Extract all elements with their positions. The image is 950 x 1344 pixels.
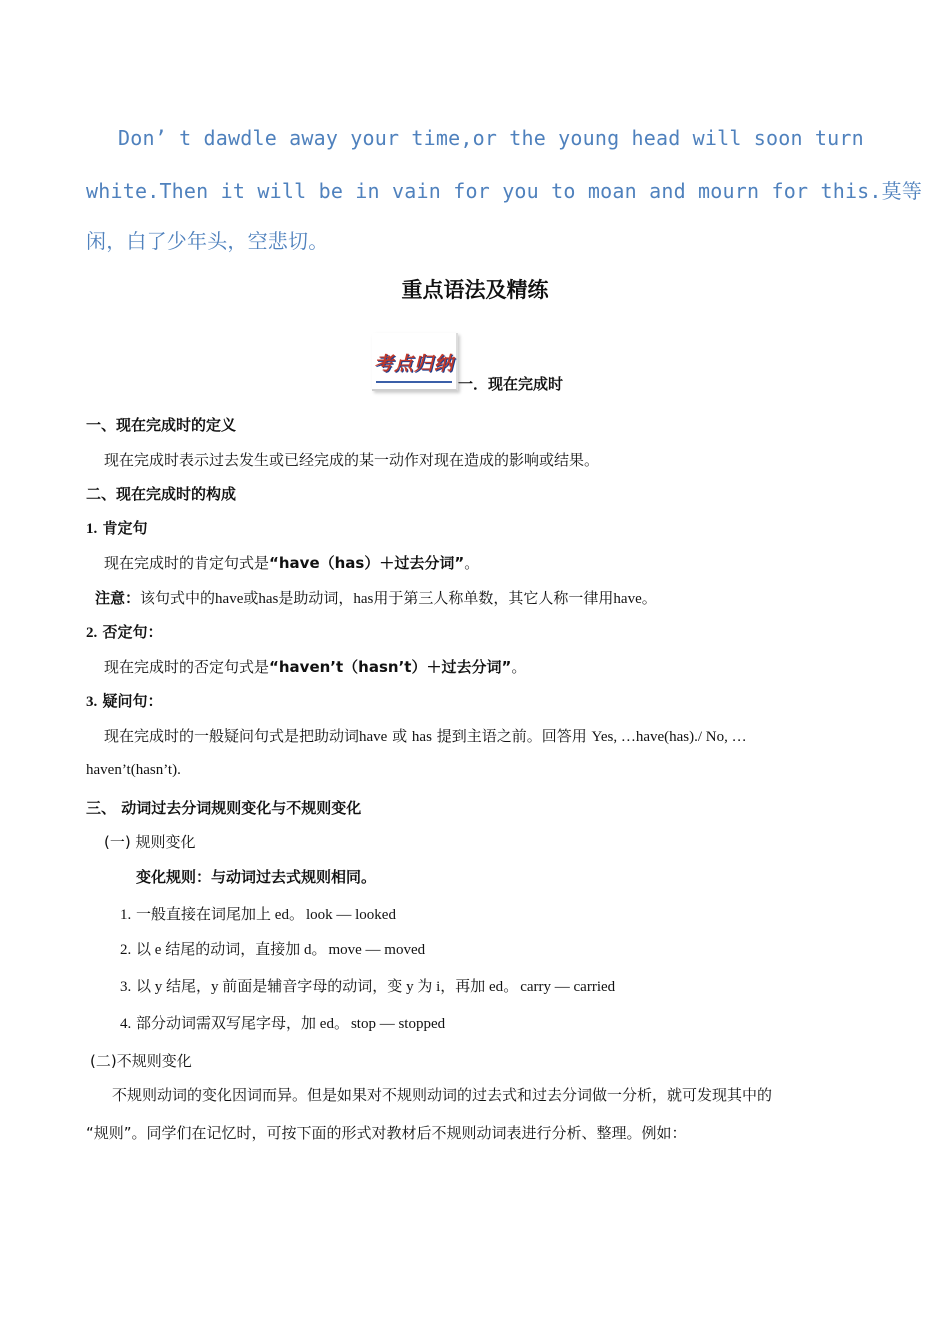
point-number: 3. <box>86 694 98 710</box>
body-text: 或 <box>392 727 408 745</box>
quote-line-1 <box>86 126 864 150</box>
note-label: 注意： <box>95 589 141 607</box>
rule-item <box>120 938 425 959</box>
rule-text: d <box>300 942 312 958</box>
section-1-body: 现在完成时表示过去发生或已经完成的某一动作对现在造成的影响或结果。 <box>104 451 600 469</box>
rule-text: 结尾的动词，直接加 <box>165 940 301 958</box>
rule-text: i <box>432 979 441 995</box>
rule-text: ，再加 <box>440 977 486 995</box>
body-text: 。 <box>511 658 527 676</box>
body-text: 现在完成时的否定句式是 <box>104 658 270 676</box>
rule-text: ed <box>316 1016 334 1032</box>
rule-text: 结尾， <box>166 977 212 995</box>
rule-example: move — moved <box>328 942 426 958</box>
quote-word: away <box>289 126 339 150</box>
point-2-heading <box>86 621 162 642</box>
rule-text: y <box>402 979 418 995</box>
section-badge <box>372 333 458 391</box>
rule-text: 一般直接在词尾加上 <box>131 905 272 923</box>
irregular-body-line-1: 不规则动词的变化因词而异。但是如果对不规则动词的过去式和过去分词做一分析，就可发现其中的 <box>112 1086 773 1104</box>
body-text: Yes, …have(has)./ No, … <box>591 729 747 745</box>
quote-word: will <box>692 126 742 150</box>
body-text: 。 <box>641 589 657 607</box>
rule-number: 1. <box>120 907 132 923</box>
rule-text: 。 <box>311 940 327 958</box>
body-text: have <box>215 591 244 607</box>
subsection-irregular: (二)不规则变化 <box>90 1052 192 1070</box>
quote-word: t <box>179 126 192 150</box>
quote-line-2: white.Then it will be in vain for you to moan and mourn for this.莫等 <box>86 179 923 203</box>
note-line <box>95 587 657 608</box>
rule-item <box>120 903 396 924</box>
body-text: has <box>411 729 432 745</box>
badge-text: 考点归纳 <box>374 353 455 375</box>
rule-example: carry — carried <box>520 979 616 995</box>
rule-text: e <box>151 942 166 958</box>
rule-text: 。 <box>503 977 519 995</box>
point-label: 疑问句： <box>97 692 163 710</box>
body-text: 或 <box>243 589 259 607</box>
rule-number: 2. <box>120 942 132 958</box>
point-3-body-cont: haven’t(hasn’t). <box>86 762 181 778</box>
section-2-heading: 二、现在完成时的构成 <box>86 485 237 503</box>
badge-caption: 一．现在完成时 <box>458 375 564 393</box>
point-label: 肯定句 <box>97 519 148 537</box>
rule-text: y <box>211 979 223 995</box>
rule-example: look — looked <box>305 907 396 923</box>
rule-text: 以 <box>131 940 152 958</box>
rule-example: stop — stopped <box>350 1016 446 1032</box>
quote-word: turn <box>814 126 864 150</box>
rule-number: 3. <box>120 979 132 995</box>
quote-line-3: 闲，白了少年头，空悲切。 <box>86 229 329 253</box>
point-number: 1. <box>86 521 98 537</box>
body-text: 该句式中的 <box>140 589 216 607</box>
quote-word: Don’ <box>118 126 167 150</box>
rule-text: 。 <box>333 1014 349 1032</box>
body-text: 现在完成时的肯定句式是 <box>104 554 270 572</box>
body-text: has <box>258 591 279 607</box>
rule-text: ed <box>271 907 289 923</box>
quote-word: soon <box>753 126 803 150</box>
formula-affirmative: “have（has）＋过去分词” <box>269 554 465 572</box>
rule-text: y <box>151 979 167 995</box>
rule-item <box>120 975 615 996</box>
rule-text: 前面是辅音字母的动词，变 <box>222 977 403 995</box>
section-1-heading: 一、现在完成时的定义 <box>86 416 237 434</box>
quote-word: young <box>558 126 620 150</box>
page-title: 重点语法及精练 <box>401 278 549 302</box>
rule-item <box>120 1012 445 1033</box>
irregular-body-line-2: “规则”。同学们在记忆时，可按下面的形式对教材后不规则动词表进行分析、整理。例如： <box>86 1124 687 1142</box>
point-3-heading <box>86 690 162 711</box>
rule-text: 。 <box>288 905 304 923</box>
rule-text: 以 <box>131 977 152 995</box>
point-2-body <box>104 656 526 677</box>
rule-heading: 变化规则：与动词过去式规则相同。 <box>136 868 377 886</box>
quote-word: head <box>631 126 681 150</box>
point-1-heading <box>86 517 147 538</box>
body-text: 。 <box>464 554 480 572</box>
body-text: 用于第三人称单数，其它人称一律用 <box>373 589 614 607</box>
rule-text: 部分动词需双写尾字母，加 <box>131 1014 317 1032</box>
body-text: have <box>613 591 642 607</box>
quote-word: dawdle <box>203 126 277 150</box>
body-text: 是助动词， <box>278 589 354 607</box>
section-3-heading: 三、 动词过去分词规则变化与不规则变化 <box>86 799 362 817</box>
point-3-body <box>104 725 747 746</box>
point-label: 否定句： <box>97 623 163 641</box>
subsection-regular: (一) 规则变化 <box>104 833 196 851</box>
rule-number: 4. <box>120 1016 132 1032</box>
point-1-body <box>104 552 479 573</box>
body-text: has <box>353 591 374 607</box>
rule-text: 为 <box>417 977 433 995</box>
quote-word: time,or <box>411 126 498 150</box>
body-text: 现在完成时的一般疑问句式是把助动词 <box>104 727 360 745</box>
quote-word: your <box>350 126 400 150</box>
body-text: have <box>359 729 388 745</box>
point-number: 2. <box>86 625 98 641</box>
badge-underline <box>376 381 452 383</box>
quote-word: the <box>509 126 546 150</box>
formula-negative: “haven’t（hasn’t）＋过去分词” <box>269 658 512 676</box>
body-text: 提到主语之前。回答用 <box>436 727 587 745</box>
rule-text: ed <box>485 979 504 995</box>
